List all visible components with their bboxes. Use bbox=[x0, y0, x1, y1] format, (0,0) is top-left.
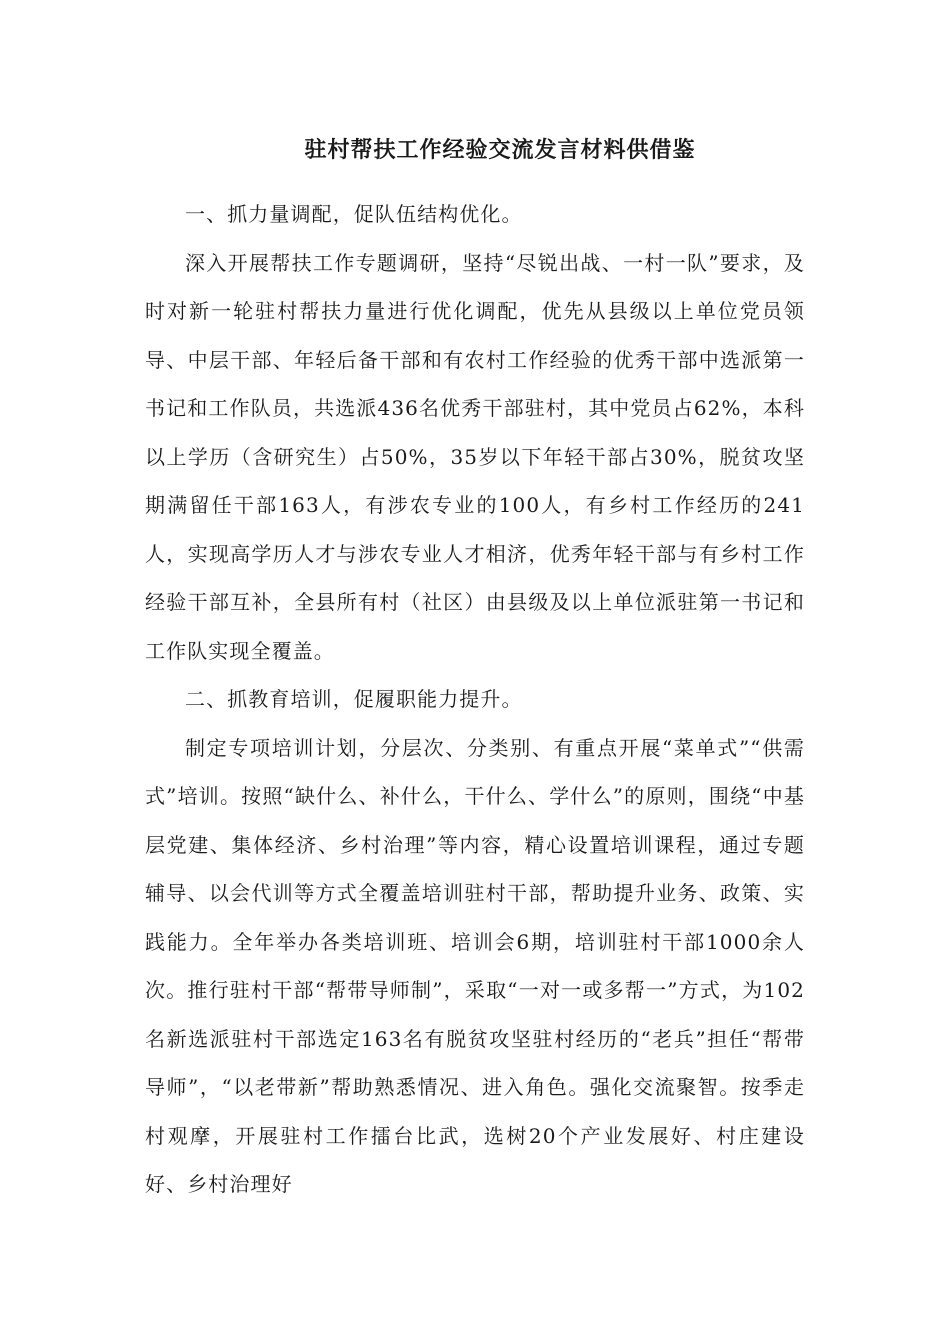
document-body bbox=[145, 130, 805, 1209]
document-title: 驻村帮扶工作经验交流发言材料供借鉴 bbox=[304, 137, 696, 163]
section-heading-1: 一、抓力量调配，促队伍结构优化。 bbox=[185, 202, 523, 226]
section-heading-2: 二、抓教育培训，促履职能力提升。 bbox=[185, 687, 523, 711]
section-paragraph-1: 深入开展帮扶工作专题调研，坚持“尽锐出战、一村一队”要求，及时对新一轮驻村帮扶力量进行优化调配，优先从县级以上单位党员领导、中层干部、年轻后备干部和有农村工作经验的优秀干部中选派第一书记和工作队员，共选派436名优秀干部驻村，其中党员占62%，本科以上学历（含研究生）占50%，35岁以下年轻干部占30%，脱贫攻坚期满留任干部163人，有涉农专业的100人，有乡村工作经历的241人，实现高学历人才与涉农专业人才相济，优秀年轻干部与有乡村工作经验干部互补，全县所有村（社区）由县级及以上单位派驻第一书记和工作队实现全覆盖。 bbox=[145, 250, 805, 663]
section-paragraph-2: 制定专项培训计划，分层次、分类别、有重点开展“菜单式”“供需式”培训。按照“缺什么、补什么，干什么、学什么”的原则，围绕“中基层党建、集体经济、乡村治理”等内容，精心设置培训课程，通过专题辅导、以会代训等方式全覆盖培训驻村干部，帮助提升业务、政策、实践能力。全年举办各类培训班、培训会6期，培训驻村干部1000余人次。推行驻村干部“帮带导师制”，采取“一对一或多帮一”方式，为102名新选派驻村干部选定163名有脱贫攻坚驻村经历的“老兵”担任“帮带导师”，“以老带新”帮助熟悉情况、进入角色。强化交流聚智。按季走村观摩，开展驻村工作擂台比武，选树20个产业发展好、村庄建设好、乡村治理好 bbox=[145, 735, 805, 1196]
